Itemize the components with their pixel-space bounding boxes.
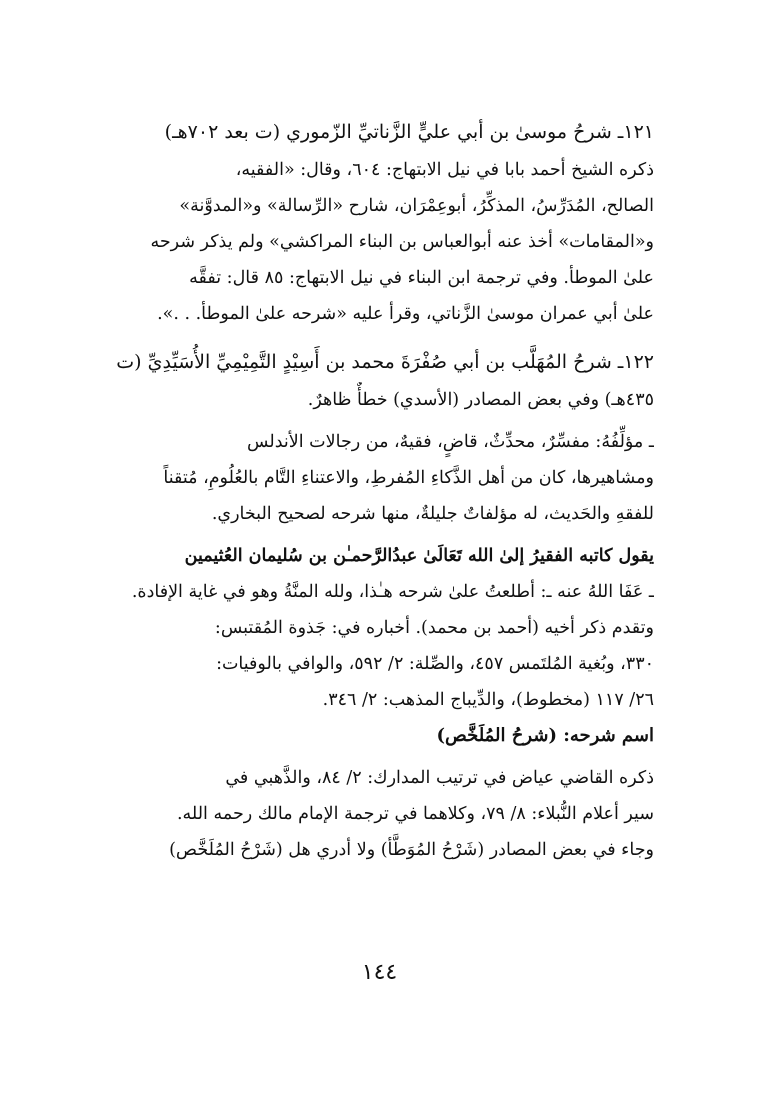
entry-122-note-line-3: وتقدم ذكر أخيه (أحمد بن محمد). أخباره في: جَذوة المُقتبس: [214,618,654,638]
entry-122-heading: ١٢٢ـ شرحُ المُهَلَّب بن أبي صُفْرَةَ محمد بن أَسِيْدٍ التَّمِيْمِيِّ الأُسَيِّدِيِّ (ت [116,351,654,373]
entry-122-sub-line-1: ذكره القاضي عياض في ترتيب المدارك: ٢/ ٨٤، والذَّهبي في [225,768,654,788]
entry-121-line-2: الصالح، المُدَرِّسُ، المذكِّرُ، أبوعِمْرَان، شارح «الرِّسالة» و«المدوَّنة» [179,196,654,216]
entry-122-note-line-5: ٢٦/ ١١٧ (مخطوط)، والدِّيباج المذهب: ٢/ ٣٤٦. [322,690,654,710]
entry-121-heading: ١٢١ـ شرحُ موسىٰ بن أبي عليٍّ الزَّناتيِّ الزّموري (ت بعد ٧٠٢هـ) [164,121,654,143]
entry-122-sub-line-2: سير أعلام النُّبلاء: ٨/ ٧٩، وكلاهما في ترجمة الإمام مالك رحمه الله. [176,804,654,824]
entry-121-line-5: علىٰ أبي عمران موسىٰ الزَّناتي، وقرأ عليه «شرحه علىٰ الموطأ. . .». [157,304,654,324]
entry-122-note-line-1: يقول كاتبه الفقيرُ إلىٰ الله تَعَالَىٰ عبدُالرَّحمـٰن بن سُليمان العُثيمين [184,546,654,566]
entry-122-line-1: ـ مؤلِّفُهُ: مفسِّرٌ، محدِّثٌ، قاضٍ، فقيهٌ، من رجالات الأندلس [247,432,654,452]
entry-121-line-1: ذكره الشيخ أحمد بابا في نيل الابتهاج: ٦٠٤، وقال: «الفقيه، [235,160,654,180]
entry-122-line-2: ومشاهيرها، كان من أهل الذَّكاءِ المُفرطِ، والاعتناءِ التَّام بالعُلُومِ، مُتقناً [163,468,654,488]
entry-122-subheading: اسم شرحه: (شرحُ المُلَخَّص) [436,725,654,746]
entry-121-line-3: و«المقامات» أخذ عنه أبوالعباس بن البناء المراكشي» ولم يذكر شرحه [150,232,654,252]
entry-122-note-line-4: ٣٣٠، وبُغية المُلتَمس ٤٥٧، والصِّلة: ٢/ ٥٩٢، والوافي بالوفيات: [216,654,654,674]
page-number: ١٤٤ [361,960,398,985]
page-body [86,112,654,868]
entry-122-note-line-2: ـ عَفَا اللهُ عنه ـ: أطلعتُ علىٰ شرحه هـٰذا، ولله المنَّةُ وهو في غاية الإفادة. [131,582,654,602]
entry-122-sub-line-3: وجاء في بعض المصادر (شَرْحُ المُوَطَّأ) ولا أدري هل (شَرْحُ المُلَخَّص) [169,840,654,860]
entry-121-line-4: علىٰ الموطأ. وفي ترجمة ابن البناء في نيل الابتهاج: ٨٥ قال: تفقَّه [189,268,654,288]
entry-122-line-3: للفقهِ والحَديث، له مؤلفاتٌ جليلةٌ، منها شرحه لصحيح البخاري. [211,504,654,524]
entry-122-heading-cont: ٤٣٥هـ) وفي بعض المصادر (الأسدي) خطأٌ ظاهرٌ. [307,390,654,410]
